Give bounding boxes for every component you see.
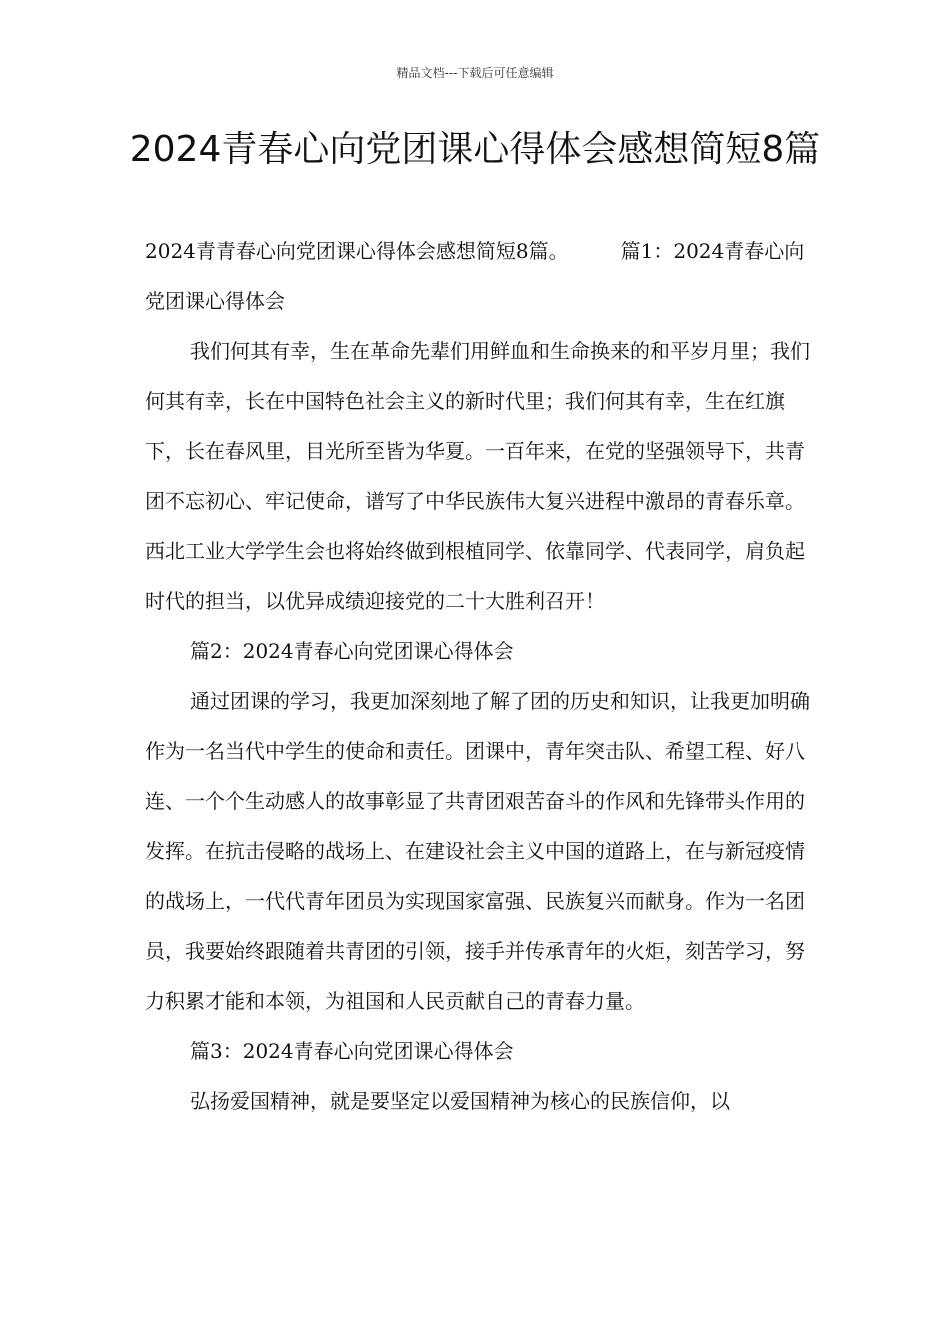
intro-text: 2024青青春心向党团课心得体会感想简短8篇。 xyxy=(145,239,569,263)
paragraph-1: 我们何其有幸，生在革命先辈们用鲜血和生命换来的和平岁月里；我们何其有幸，长在中国特色社会主义的新时代里；我们何其有幸，生在红旗下，长在春风里，目光所至皆为华夏。一百年来，在党的坚强领导下，共青团不忘初心、牢记使命，谱写了中华民族伟大复兴进程中激昂的青春乐章。西北工业大学学生会也将始终做到根植同学、依靠同学、代表同学，肩负起时代的担当，以优异成绩迎接党的二十大胜利召开！ xyxy=(145,339,810,613)
section-heading-2: 篇2：2024青春心向党团课心得体会 xyxy=(190,639,514,663)
section-heading-1: 篇1：2024青春心向党团课心得体会 xyxy=(145,239,805,313)
paragraph-2: 通过团课的学习，我更加深刻地了解了团的历史和知识，让我更加明确作为一名当代中学生的使命和责任。团课中，青年突击队、希望工程、好八连、一个个生动感人的故事彰显了共青团艰苦奋斗的作风和先锋带头作用的发挥。在抗击侵略的战场上、在建设社会主义中国的道路上，在与新冠疫情的战场上，一代代青年团员为实现国家富强、民族复兴而献身。作为一名团员，我要始终跟随着共青团的引领，接手并传承青年的火炬，刻苦学习，努力积累才能和本领，为祖国和人民贡献自己的青春力量。 xyxy=(145,689,810,1013)
intro-paragraph xyxy=(145,226,813,326)
header-note: 精品文档---下载后可任意编辑 xyxy=(396,66,554,80)
document-title: 2024青春心向党团课心得体会感想简短8篇 xyxy=(129,129,821,170)
paragraph-3: 弘扬爱国精神，就是要坚定以爱国精神为核心的民族信仰，以 xyxy=(190,1089,730,1113)
section-heading-3: 篇3：2024青春心向党团课心得体会 xyxy=(190,1039,514,1063)
document-body xyxy=(145,226,813,1126)
